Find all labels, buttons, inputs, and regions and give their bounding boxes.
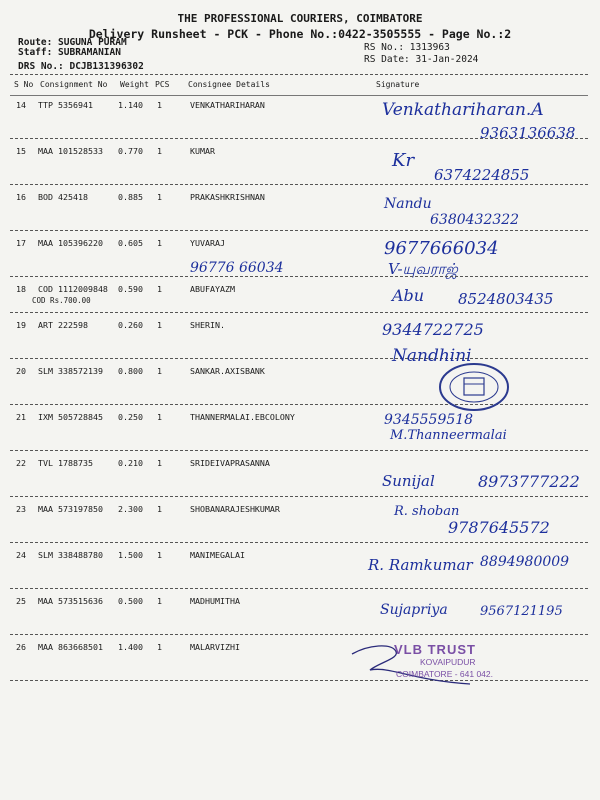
row-consignee: MANIMEGALAI: [190, 550, 245, 560]
row-sno: 14: [16, 100, 26, 110]
row-consignment-no: MAA 105396220: [38, 238, 103, 248]
row-weight: 0.250: [118, 412, 143, 422]
row-consignment-no: TVL 1788735: [38, 458, 93, 468]
row-sno: 20: [16, 366, 26, 376]
row-consignee: THANNERMALAI.EBCOLONY: [190, 412, 295, 422]
row-signature-phone: 6374224855: [434, 166, 530, 184]
row-divider: [10, 230, 588, 231]
row-consignment-no: COD 1112009848: [38, 284, 108, 294]
row-consignment-no: BOD 425418: [38, 192, 88, 202]
col-signature: Signature: [376, 80, 420, 89]
row-divider: [10, 312, 588, 313]
row-consignee: SANKAR.AXISBANK: [190, 366, 265, 376]
row-pcs: 1: [157, 366, 162, 376]
row-consignment-no: SLM 338488780: [38, 550, 103, 560]
row-consignee: SHOBANARAJESHKUMAR: [190, 504, 280, 514]
row-consignee: MADHUMITHA: [190, 596, 240, 606]
row-cod-note: COD Rs.700.00: [32, 296, 91, 305]
row-consignment-no: TTP 5356941: [38, 100, 93, 110]
row-pcs: 1: [157, 458, 162, 468]
row-sno: 24: [16, 550, 26, 560]
row-consignee: VENKATHARIHARAN: [190, 100, 265, 110]
rs-number: RS No.: 1313963: [364, 42, 450, 53]
row-weight: 0.800: [118, 366, 143, 376]
row-pcs: 1: [157, 412, 162, 422]
row-sno: 16: [16, 192, 26, 202]
row-consignee: ABUFAYAZM: [190, 284, 235, 294]
row-consignee: YUVARAJ: [190, 238, 225, 248]
row-signature-phone: 6380432322: [430, 212, 520, 228]
row-pcs: 1: [157, 284, 162, 294]
row-sno: 22: [16, 458, 26, 468]
row-pcs: 1: [157, 504, 162, 514]
row-pcs: 1: [157, 550, 162, 560]
row-consignee-phone: 96776 66034: [190, 260, 284, 276]
row-weight: 1.400: [118, 642, 143, 652]
row-weight: 0.210: [118, 458, 143, 468]
row-signature-phone: 9344722725: [382, 320, 484, 339]
row-sno: 21: [16, 412, 26, 422]
row-pcs: 1: [157, 238, 162, 248]
company-title: THE PROFESSIONAL COURIERS, COIMBATORE: [177, 12, 423, 25]
row-signature: Nandhini: [392, 346, 472, 366]
row-pcs: 1: [157, 100, 162, 110]
row-weight: 0.500: [118, 596, 143, 606]
col-sno: S No: [14, 80, 34, 89]
row-signature-phone: 8973777222: [478, 472, 580, 491]
row-weight: 0.260: [118, 320, 143, 330]
row-pcs: 1: [157, 192, 162, 202]
rs-date: RS Date: 31-Jan-2024: [364, 54, 479, 65]
row-pcs: 1: [157, 642, 162, 652]
row-consignment-no: MAA 863668501: [38, 642, 103, 652]
row-weight: 1.140: [118, 100, 143, 110]
row-weight: 0.770: [118, 146, 143, 156]
row-signature-phone: 9345559518: [384, 412, 474, 428]
row-signature: Sujapriya: [380, 602, 448, 618]
drs-number: DRS No.: DCJB131396302: [18, 61, 144, 72]
row-signature: R. shoban: [394, 504, 460, 519]
row-signature-phone: 9363136638: [480, 124, 576, 142]
row-divider: [10, 138, 588, 139]
row-pcs: 1: [157, 320, 162, 330]
row-sno: 18: [16, 284, 26, 294]
row-signature: Abu: [392, 286, 425, 305]
row-consignee: SRIDEIVAPRASANNA: [190, 458, 270, 468]
row-consignee: SHERIN.: [190, 320, 225, 330]
col-consignment: Consignment No: [40, 80, 108, 89]
row-divider: [10, 184, 588, 185]
header-rule: [10, 74, 588, 75]
stamp-line-2: KOVAIPUDUR: [420, 657, 476, 667]
stamp-line-3: COIMBATORE - 641 042.: [396, 669, 493, 679]
row-sno: 19: [16, 320, 26, 330]
trust-stamp: [350, 640, 520, 685]
row-weight: 0.605: [118, 238, 143, 248]
row-sno: 23: [16, 504, 26, 514]
row-signature-phone: 9567121195: [480, 604, 563, 619]
row-sno: 26: [16, 642, 26, 652]
row-divider: [10, 496, 588, 497]
column-rule: [10, 95, 588, 96]
row-pcs: 1: [157, 146, 162, 156]
row-consignment-no: IXM 505728845: [38, 412, 103, 422]
row-signature: Sunijal: [382, 472, 435, 490]
row-divider: [10, 276, 588, 277]
row-consignment-no: SLM 338572139: [38, 366, 103, 376]
row-consignment-no: MAA 573515636: [38, 596, 103, 606]
row-signature-phone: 8524803435: [458, 290, 554, 308]
bank-seal-icon: [438, 362, 510, 412]
row-consignment-no: ART 222598: [38, 320, 88, 330]
row-divider: [10, 588, 588, 589]
row-signature: Kr: [392, 150, 415, 171]
row-divider: [10, 634, 588, 635]
row-consignee: MALARVIZHI: [190, 642, 240, 652]
route-label: Route: SUGUNA PURAM: [18, 37, 127, 48]
row-weight: 0.885: [118, 192, 143, 202]
row-signature-phone: 9787645572: [448, 518, 550, 537]
col-weight: Weight: [120, 80, 149, 89]
row-consignee: KUMAR: [190, 146, 215, 156]
row-weight: 1.500: [118, 550, 143, 560]
row-signature: Nandu: [384, 196, 432, 212]
runsheet-subtitle: Delivery Runsheet - PCK - Phone No.:0422-3505555 - Page No.:2: [88, 27, 512, 41]
row-signature: Venkathariharan.A: [382, 100, 544, 120]
row-divider: [10, 358, 588, 359]
col-consignee: Consignee Details: [188, 80, 270, 89]
row-signature: M.Thanneermalai: [390, 428, 507, 443]
row-divider: [10, 542, 588, 543]
row-consignment-no: MAA 101528533: [38, 146, 103, 156]
row-sno: 15: [16, 146, 26, 156]
row-pcs: 1: [157, 596, 162, 606]
row-sno: 17: [16, 238, 26, 248]
row-consignment-no: MAA 573197850: [38, 504, 103, 514]
col-pcs: PCS: [155, 80, 170, 89]
row-signature: R. Ramkumar: [368, 556, 473, 574]
stamp-line-1: VLB TRUST: [394, 642, 476, 657]
row-weight: 0.590: [118, 284, 143, 294]
row-signature-phone: 9677666034: [384, 238, 499, 259]
row-divider: [10, 450, 588, 451]
row-signature-name: V-யுவராஜ்: [388, 260, 458, 278]
row-sno: 25: [16, 596, 26, 606]
row-consignee: PRAKASHKRISHNAN: [190, 192, 265, 202]
staff-label: Staff: SUBRAMANIAN: [18, 47, 121, 58]
row-weight: 2.300: [118, 504, 143, 514]
row-signature-phone: 8894980009: [480, 554, 570, 570]
